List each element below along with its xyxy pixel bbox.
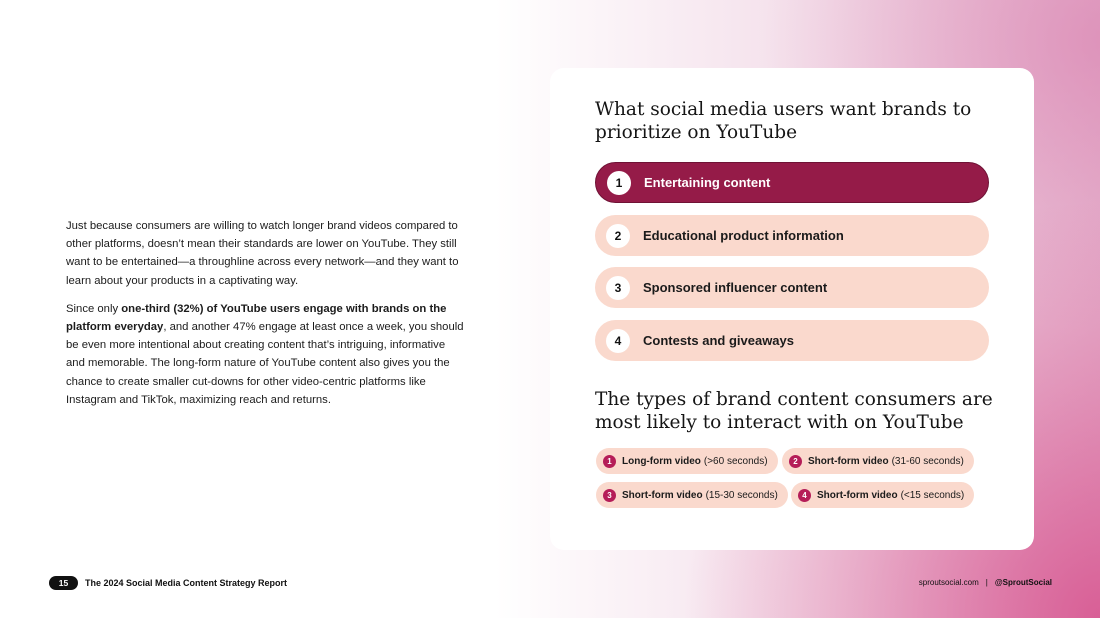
priority-label: Educational product information bbox=[643, 228, 844, 243]
priority-item-3 bbox=[595, 267, 989, 308]
priority-item-4 bbox=[595, 320, 989, 361]
priority-label: Sponsored influencer content bbox=[643, 280, 828, 295]
chip-duration: (>60 seconds) bbox=[703, 455, 768, 467]
paragraph-2-end: , and another 47% engage at least once a week, you should be even more intentional about creating content that’s intriguing, informative and memorable. The long-form nature of YouTube content also gives you the chance to create smaller cut-downs for other video-centric platforms like Instagram and TikTok, maximizing reach and returns. bbox=[66, 321, 464, 406]
footer-right bbox=[919, 578, 1052, 587]
content-type-chip-4 bbox=[791, 482, 974, 508]
priority-label: Contests and giveaways bbox=[643, 333, 794, 348]
priority-item-1 bbox=[595, 162, 989, 203]
chip-rank-badge: 1 bbox=[603, 455, 616, 468]
body-text bbox=[66, 217, 466, 419]
footer-left bbox=[49, 576, 287, 590]
chip-duration: (31-60 seconds) bbox=[891, 455, 964, 467]
paragraph-2-start: Since only bbox=[66, 302, 122, 315]
chip-type: Short-form video bbox=[817, 489, 898, 501]
chip-type: Long-form video bbox=[622, 455, 701, 467]
rank-badge: 2 bbox=[606, 224, 630, 248]
website-link[interactable]: sproutsocial.com bbox=[918, 578, 979, 587]
priority-label: Entertaining content bbox=[644, 175, 771, 190]
social-handle[interactable]: @SproutSocial bbox=[994, 578, 1052, 587]
footer-separator: | bbox=[985, 578, 988, 587]
report-title: The 2024 Social Media Content Strategy Report bbox=[85, 578, 288, 588]
page-number: 15 bbox=[49, 576, 78, 590]
chip-rank-badge: 3 bbox=[603, 489, 616, 502]
rank-badge: 1 bbox=[607, 171, 631, 195]
content-type-chip-3 bbox=[596, 482, 788, 508]
content-type-chip-2 bbox=[782, 448, 974, 474]
content-type-chip-1 bbox=[596, 448, 778, 474]
chip-type: Short-form video bbox=[808, 455, 889, 467]
rank-badge: 4 bbox=[606, 329, 630, 353]
priority-item-2 bbox=[595, 215, 989, 256]
chip-type: Short-form video bbox=[622, 489, 703, 501]
chip-rank-badge: 4 bbox=[798, 489, 811, 502]
paragraph-2-highlight: one-third (32%) of YouTube users engage with brands on the platform everyday bbox=[66, 302, 447, 334]
chip-rank-badge: 2 bbox=[789, 455, 802, 468]
priorities-heading: What social media users want brands to prioritize on YouTube bbox=[595, 99, 972, 143]
content-types-heading: The types of brand content consumers are most likely to interact with on YouTube bbox=[595, 389, 993, 433]
chip-duration: (<15 seconds) bbox=[900, 489, 965, 501]
youtube-insights-card bbox=[550, 68, 1034, 550]
rank-badge: 3 bbox=[606, 276, 630, 300]
paragraph-2 bbox=[66, 300, 466, 409]
paragraph-1: Just because consumers are willing to watch longer brand videos compared to other platforms, doesn’t mean their standards are lower on YouTube. They still want to be entertained—a throughline across every network—and they want to learn about your products in a captivating way. bbox=[66, 220, 459, 287]
chip-duration: (15-30 seconds) bbox=[705, 489, 778, 501]
